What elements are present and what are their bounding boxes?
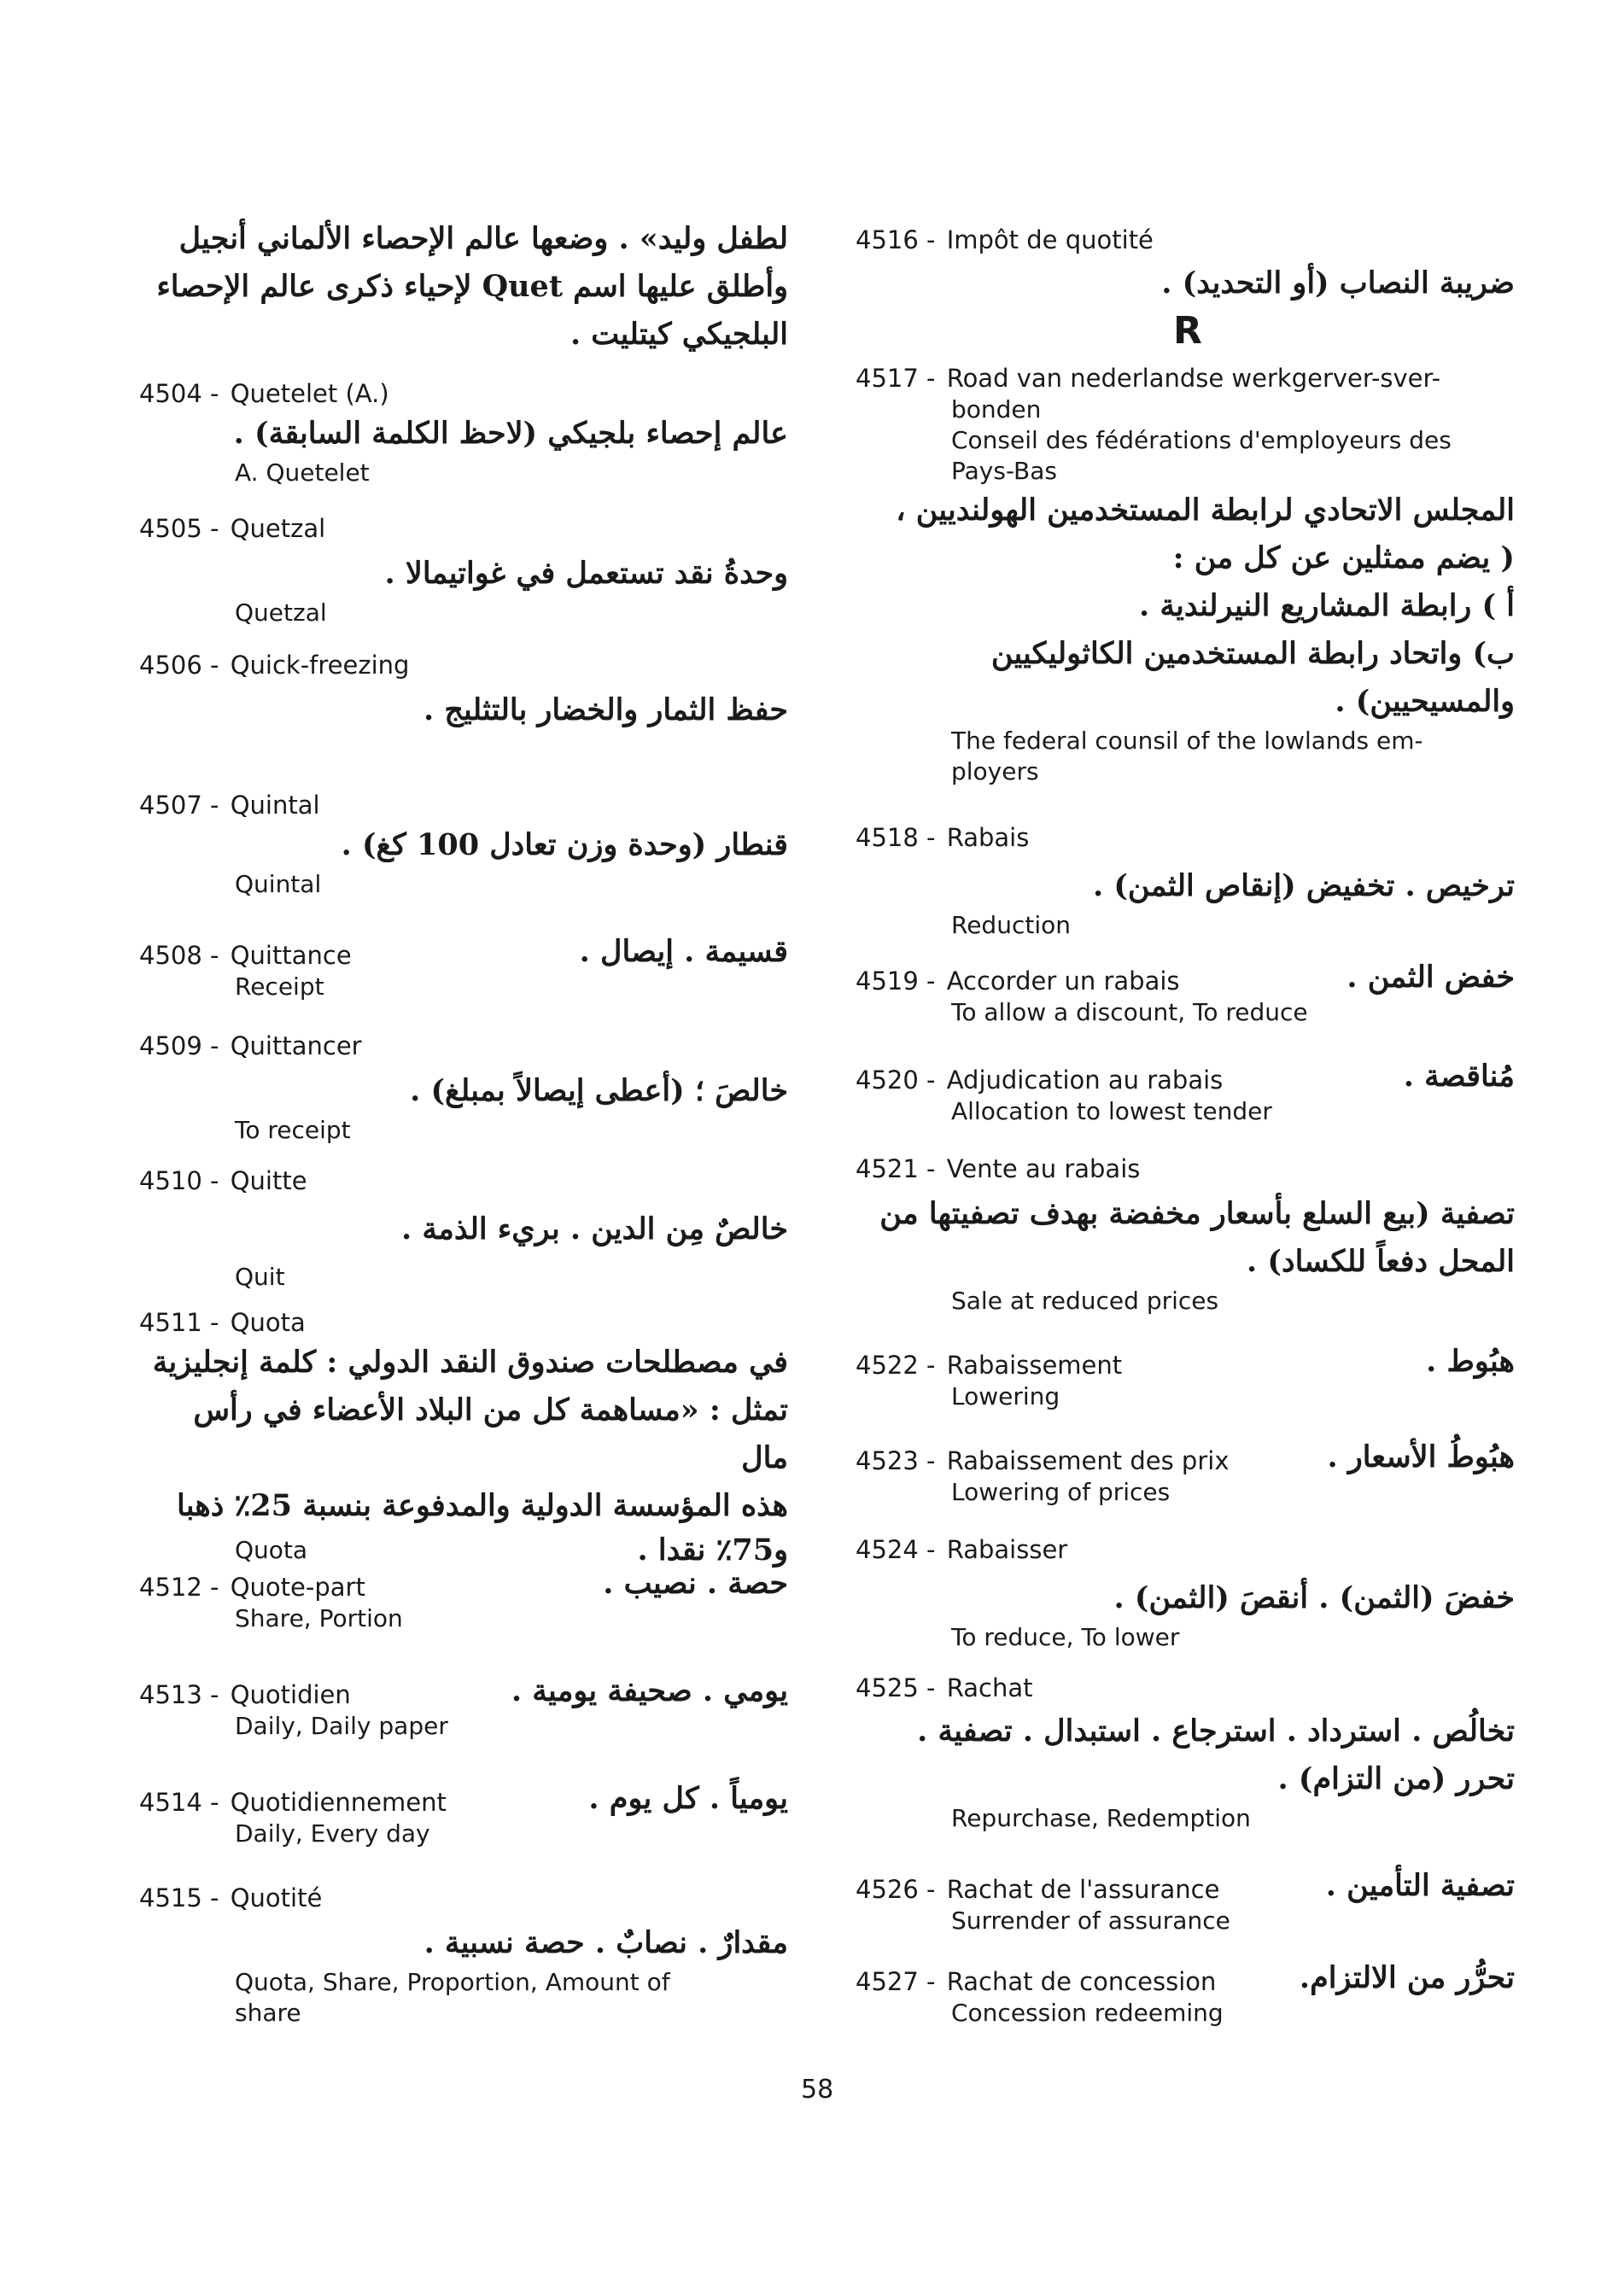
translation: ployers <box>951 757 1039 785</box>
entry-term: Quota <box>230 1308 306 1337</box>
entry-4518: 4518 - Rabais ترخيص . تخفيض (إنقاص الثمن) . Reduction <box>856 823 1515 939</box>
entry-number: 4507 <box>139 791 202 820</box>
arabic-definition: حفظ الثمار والخضار بالتثليج . <box>424 692 788 727</box>
arabic-definition: يومياً . كل يوم . <box>588 1781 788 1816</box>
entry-4510: 4510 - Quitte خالصٌ مِن الدين . بريء الذمة . Quit <box>139 1166 788 1291</box>
entry-term: Quotidien <box>230 1680 351 1709</box>
entry-4521: 4521 - Vente au rabais تصفية (بيع السلع بأسعار مخفضة بهدف تصفيتها من المحل دفعاً للكساد) . Sale at reduced prices <box>856 1154 1515 1315</box>
entry-number: 4515 <box>139 1883 202 1912</box>
entry-term: Quintal <box>230 791 320 820</box>
arabic-definition: هذه المؤسسة الدولية والمدفوعة بنسبة 25٪ ذهبا <box>177 1488 788 1523</box>
entry-number: 4505 <box>139 514 202 543</box>
entry-4520: 4520 - Adjudication au rabais مُناقصة . Allocation to lowest tender <box>856 1059 1515 1125</box>
translation: Quintal <box>235 870 322 898</box>
entry-term: Impôt de quotité <box>946 225 1154 254</box>
translation: Quetzal <box>235 598 327 627</box>
entry-term: Quetelet (A.) <box>230 379 389 408</box>
entry-number: 4518 <box>856 823 919 852</box>
entry-term: Quotidiennement <box>230 1788 447 1817</box>
arabic-definition: قنطار (وحدة وزن تعادل 100 كغ) . <box>341 827 788 862</box>
arabic-definition: ( يضم ممثلين عن كل من : <box>1172 540 1515 575</box>
translation: Quit <box>235 1263 285 1291</box>
translation: share <box>235 1999 301 2027</box>
arabic-definition: تحرُّر من الالتزام. <box>1299 1960 1515 1995</box>
entry-number: 4525 <box>856 1673 919 1702</box>
arabic-definition: وحدةُ نقد تستعمل في غواتيمالا . <box>384 556 788 591</box>
entry-term: Quitte <box>230 1166 307 1195</box>
arabic-definition: قسيمة . إيصال . <box>579 934 788 969</box>
entry-term: Rabaissement <box>946 1351 1123 1380</box>
entry-number: 4521 <box>856 1154 919 1183</box>
translation: Reduction <box>951 911 1071 939</box>
entry-4512: 4512 - Quote-part حصة . نصيب . Share, Portion <box>139 1566 788 1632</box>
entry-term: Rabaisser <box>946 1535 1068 1564</box>
entry-4523: 4523 - Rabaissement des prix هبُوطُ الأسعار . Lowering of prices <box>856 1439 1515 1506</box>
entry-4516: 4516 - Impôt de quotité ضريبة النصاب (أو التحديد) . <box>856 224 1515 307</box>
entry-4506: 4506 - Quick-freezing حفظ الثمار والخضار بالتثليج . <box>139 649 788 734</box>
arabic-definition: تمثل : «مساهمة كل من البلاد الأعضاء في رأس مال <box>193 1393 788 1475</box>
page-number: 58 <box>801 2075 834 2105</box>
arabic-definition: ب) واتحاد رابطة المستخدمين الكاثوليكيين <box>990 636 1515 671</box>
entry-number: 4513 <box>139 1680 202 1709</box>
arabic-definition: هبُوطُ الأسعار . <box>1327 1439 1515 1474</box>
entry-number: 4508 <box>139 941 202 970</box>
translation: Repurchase, Redemption <box>951 1804 1251 1832</box>
continuation-text <box>139 215 788 359</box>
entry-term: Rachat de l'assurance <box>946 1875 1220 1904</box>
entry-number: 4520 <box>856 1066 919 1095</box>
entry-number: 4512 <box>139 1573 202 1602</box>
translation: To reduce, To lower <box>951 1623 1180 1651</box>
entry-number: 4517 <box>856 364 919 393</box>
translation: Daily, Daily paper <box>235 1712 448 1740</box>
arabic-definition: والمسيحيين) . <box>1335 684 1515 719</box>
arabic-definition: مُناقصة . <box>1403 1059 1515 1094</box>
entry-number: 4511 <box>139 1308 202 1337</box>
arabic-definition: تصفية (بيع السلع بأسعار مخفضة بهدف تصفيتها من <box>879 1196 1515 1231</box>
translation: Sale at reduced prices <box>951 1287 1219 1315</box>
entry-number: 4527 <box>856 1967 919 1996</box>
arabic-definition: خفضَ (الثمن) . أنقصَ (الثمن) . <box>1113 1580 1515 1615</box>
entry-4507: 4507 - Quintal قنطار (وحدة وزن تعادل 100 كغ) . Quintal <box>139 791 788 898</box>
entry-number: 4523 <box>856 1446 919 1475</box>
arabic-definition: تخالُص . استرداد . استرجاع . استبدال . تصفية . <box>917 1714 1515 1749</box>
translation: A. Quetelet <box>235 458 370 487</box>
arabic-definition: المجلس الاتحادي لرابطة المستخدمين الهولنديين ، <box>896 493 1515 528</box>
translation: Lowering <box>951 1382 1060 1410</box>
arabic-definition: عالم إحصاء بلجيكي (لاحظ الكلمة السابقة) . <box>233 416 788 451</box>
translation: Concession redeeming <box>951 1999 1224 2027</box>
translation: Quota, Share, Proportion, Amount of <box>235 1968 670 1996</box>
entry-term: Adjudication au rabais <box>946 1066 1224 1095</box>
entry-4508: 4508 - Quittance قسيمة . إيصال . Receipt <box>139 934 788 1001</box>
term-continuation: Pays-Bas <box>951 457 1058 485</box>
translation: Surrender of assurance <box>951 1906 1230 1935</box>
entry-4519: 4519 - Accorder un rabais خفض الثمن . To allow a discount, To reduce <box>856 960 1515 1026</box>
entry-4517: 4517 - Road van nederlandse werkgerver-sver- bonden Conseil des fédérations d'employeurs des Pays-Bas المجلس الاتحادي لرابطة المستخدمين الهولنديين ، ( يضم ممثلين عن كل من : أ ) رابطة المشاريع النيرلندية . ب) واتحاد رابطة المستخدمين الكاثوليكيين والمسيحيين) . The federal counsil of the lowlands em- ployers <box>856 364 1515 785</box>
arabic-definition: خفض الثمن . <box>1347 960 1515 995</box>
entry-term: Quittancer <box>230 1031 362 1060</box>
entry-number: 4522 <box>856 1351 919 1380</box>
entry-number: 4510 <box>139 1166 202 1195</box>
arabic-definition: حصة . نصيب . <box>603 1566 788 1601</box>
translation: To allow a discount, To reduce <box>951 998 1308 1026</box>
arabic-definition: خالصٌ مِن الدين . بريء الذمة . <box>400 1212 788 1247</box>
entry-term: Rachat de concession <box>946 1967 1217 1996</box>
entry-number: 4504 <box>139 379 202 408</box>
entry-number: 4509 <box>139 1031 202 1060</box>
arabic-definition: تحرر (من التزام) . <box>1277 1761 1515 1796</box>
translation: To receipt <box>235 1116 351 1144</box>
entry-4513: 4513 - Quotidien يومي . صحيفة يومية . Daily, Daily paper <box>139 1673 788 1740</box>
arabic-definition: أ ) رابطة المشاريع النيرلندية . <box>1139 588 1515 623</box>
entry-term: Rabaissement des prix <box>946 1446 1230 1475</box>
entry-term: Quotité <box>230 1883 323 1912</box>
entry-term: Quittance <box>230 941 352 970</box>
entry-term: Accorder un rabais <box>946 966 1180 996</box>
entry-term: Vente au rabais <box>946 1154 1141 1183</box>
entry-number: 4514 <box>139 1788 202 1817</box>
translation: The federal counsil of the lowlands em- <box>951 727 1423 755</box>
entry-4524: 4524 - Rabaisser خفضَ (الثمن) . أنقصَ (الثمن) . To reduce, To lower <box>856 1535 1515 1651</box>
entry-number: 4516 <box>856 225 919 254</box>
entry-4525: 4525 - Rachat تخالُص . استرداد . استرجاع . استبدال . تصفية . تحرر (من التزام) . Repurchase, Redemption <box>856 1673 1515 1832</box>
translation: Share, Portion <box>235 1604 403 1632</box>
entry-4514: 4514 - Quotidiennement يومياً . كل يوم . Daily, Every day <box>139 1781 788 1848</box>
entry-term: Quetzal <box>230 514 326 543</box>
entry-number: 4506 <box>139 651 202 680</box>
translation: Quota <box>235 1536 308 1564</box>
entry-number: 4526 <box>856 1875 919 1904</box>
arabic-definition: ترخيص . تخفيض (إنقاص الثمن) . <box>1093 868 1515 903</box>
arabic-definition: خالصَ ؛ (أعطى إيصالاً بمبلغ) . <box>410 1073 788 1108</box>
entry-term: Quote-part <box>230 1573 365 1602</box>
entry-term: Rabais <box>946 823 1030 852</box>
entry-4527: 4527 - Rachat de concession تحرُّر من الالتزام. Concession redeeming <box>856 1960 1515 2027</box>
entry-number: 4519 <box>856 966 919 996</box>
entry-term: Quick-freezing <box>230 651 410 680</box>
entry-4504: 4504 - Quetelet (A.) عالم إحصاء بلجيكي (لاحظ الكلمة السابقة) . A. Quetelet <box>139 379 788 487</box>
arabic-definition: هبُوط . <box>1426 1344 1515 1379</box>
arabic-definition: و75٪ نقدا . <box>637 1533 788 1568</box>
entry-4511: 4511 - Quota في مصطلحات صندوق النقد الدولي : كلمة إنجليزية تمثل : «مساهمة كل من البلاد الأعضاء في رأس مال هذه المؤسسة الدولية والمدفوعة بنسبة 25٪ ذهبا Quota و75٪ نقدا . <box>139 1306 788 1573</box>
arabic-definition: يومي . صحيفة يومية . <box>511 1673 788 1708</box>
arabic-definition: المحل دفعاً للكساد) . <box>1247 1244 1515 1279</box>
arabic-line: البلجيكي كيتليت . <box>570 317 788 352</box>
entry-term: Road van nederlandse werkgerver-sver- <box>946 364 1441 393</box>
translation: Receipt <box>235 972 324 1001</box>
term-continuation: Conseil des fédérations d'employeurs des <box>951 426 1452 454</box>
translation: Allocation to lowest tender <box>951 1097 1272 1125</box>
arabic-definition: مقدارٌ . نصابٌ . حصة نسبية . <box>424 1925 788 1960</box>
translation: Daily, Every day <box>235 1819 430 1848</box>
entry-4526: 4526 - Rachat de l'assurance تصفية التأمين . Surrender of assurance <box>856 1868 1515 1935</box>
arabic-line: لطفل وليد» . وضعها عالم الإحصاء الألماني أنجيل <box>178 221 788 256</box>
arabic-line: وأطلق عليها اسم Quet لإحياء ذكرى عالم الإحصاء <box>156 269 788 304</box>
entry-4509: 4509 - Quittancer خالصَ ؛ (أعطى إيصالاً بمبلغ) . To receipt <box>139 1031 788 1144</box>
translation: Lowering of prices <box>951 1478 1171 1506</box>
arabic-definition: ضريبة النصاب (أو التحديد) . <box>1161 266 1515 301</box>
section-letter: R <box>1173 309 1202 353</box>
arabic-definition: تصفية التأمين . <box>1325 1868 1515 1903</box>
arabic-definition: في مصطلحات صندوق النقد الدولي : كلمة إنجليزية <box>152 1345 788 1380</box>
entry-4522: 4522 - Rabaissement هبُوط . Lowering <box>856 1344 1515 1410</box>
entry-4505: 4505 - Quetzal وحدةُ نقد تستعمل في غواتيمالا . Quetzal <box>139 514 788 627</box>
entry-term: Rachat <box>946 1673 1033 1702</box>
entry-number: 4524 <box>856 1535 919 1564</box>
term-continuation: bonden <box>951 395 1042 423</box>
entry-4515: 4515 - Quotité مقدارٌ . نصابٌ . حصة نسبية . Quota, Share, Proportion, Amount of share <box>139 1883 788 2027</box>
